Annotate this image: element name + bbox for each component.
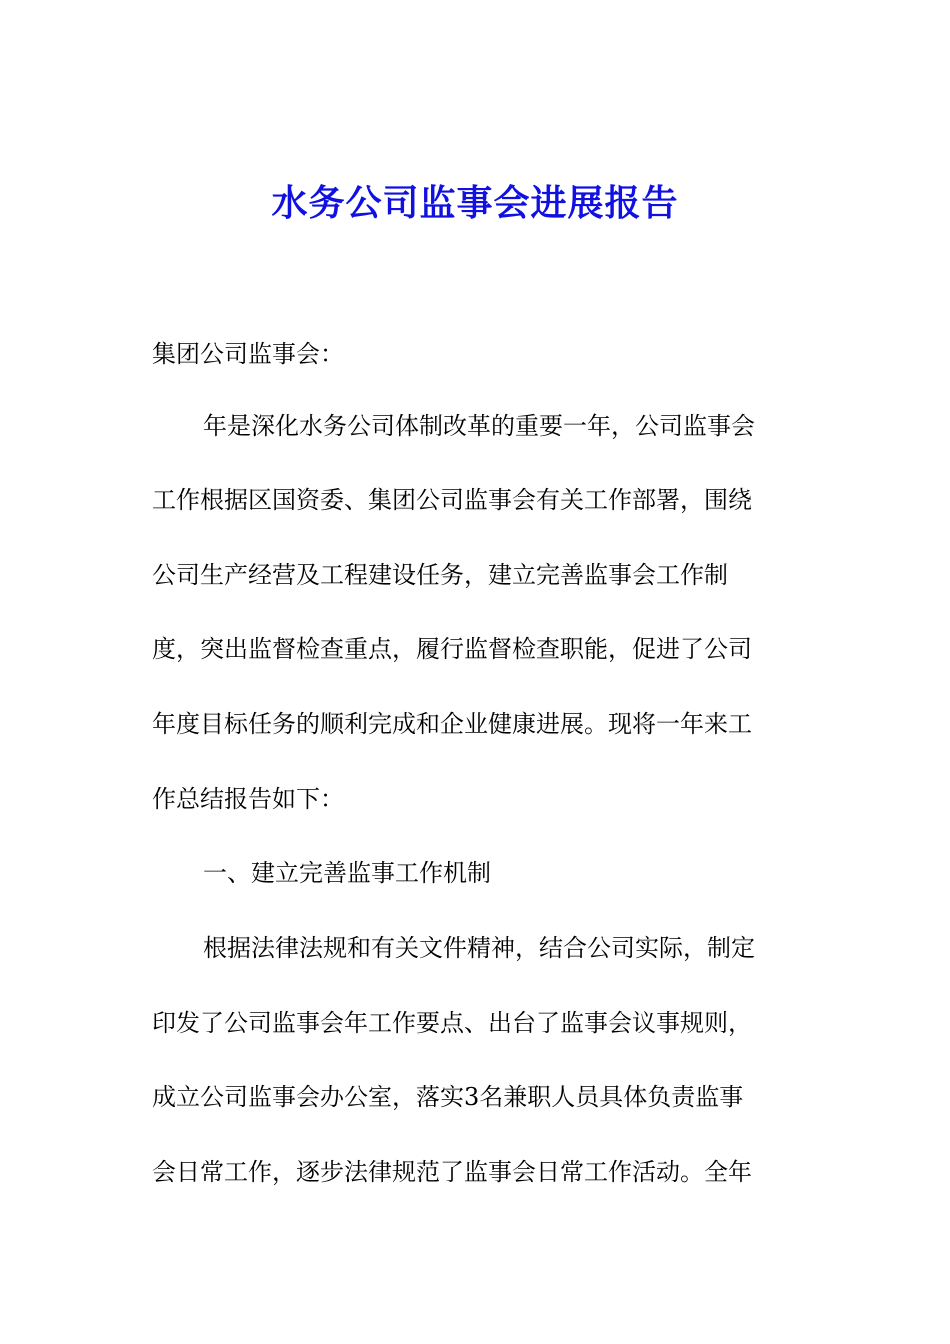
paragraph-1-line-5: 年度目标任务的顺利完成和企业健康进展。现将一年来工 <box>152 710 752 738</box>
paragraph-1-line-4: 度，突出监督检查重点，履行监督检查职能，促进了公司 <box>152 635 752 663</box>
paragraph-2-line-2: 印发了公司监事会年工作要点、出台了监事会议事规则， <box>152 1009 752 1037</box>
paragraph-1-line-6: 作总结报告如下： <box>152 785 344 813</box>
paragraph-1-line-1: 年是深化水务公司体制改革的重要一年，公司监事会 <box>203 412 755 440</box>
salutation: 集团公司监事会： <box>152 340 344 368</box>
paragraph-1-line-2: 工作根据区国资委、集团公司监事会有关工作部署，围绕 <box>152 486 752 514</box>
paragraph-2-line-1: 根据法律法规和有关文件精神，结合公司实际，制定 <box>203 934 755 962</box>
paragraph-2-line-4: 会日常工作，逐步法律规范了监事会日常工作活动。全年 <box>152 1158 752 1186</box>
document-title: 水务公司监事会进展报告 <box>271 183 679 224</box>
paragraph-1-line-3: 公司生产经营及工程建设任务，建立完善监事会工作制 <box>152 561 728 589</box>
paragraph-2-line-3: 成立公司监事会办公室，落实3名兼职人员具体负责监事 <box>152 1083 744 1111</box>
section-1-heading: 一、建立完善监事工作机制 <box>203 859 491 887</box>
